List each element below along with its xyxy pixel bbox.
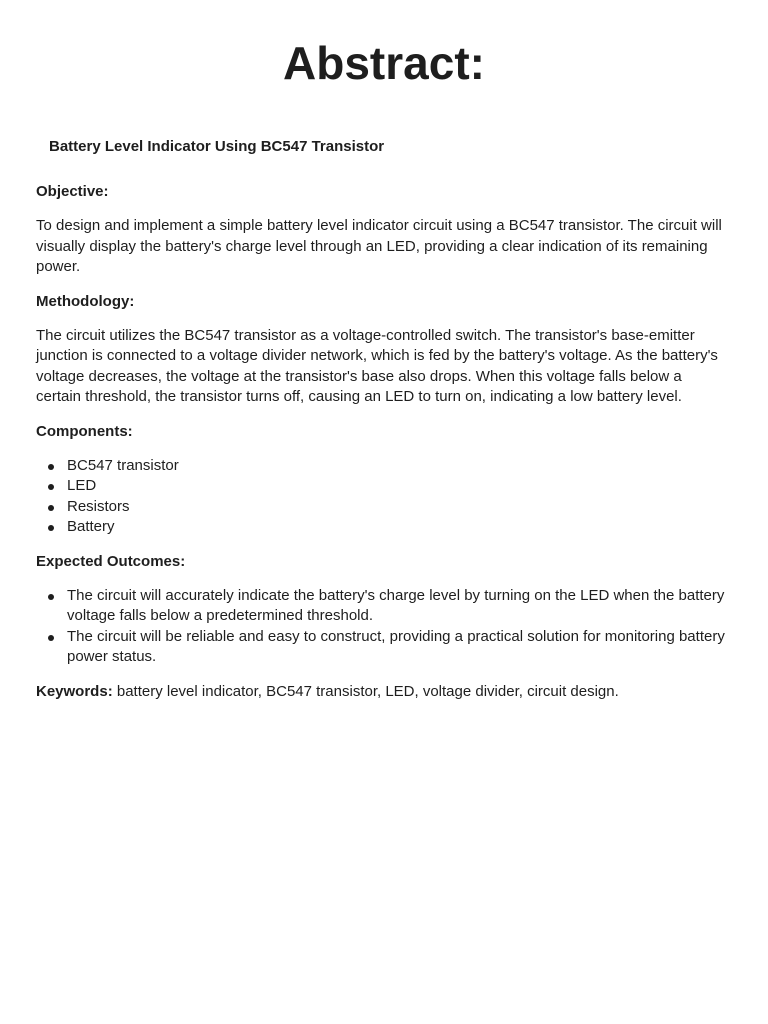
- list-item: The circuit will be reliable and easy to construct, providing a practical solution for monitoring battery power status.: [67, 627, 728, 668]
- keywords-text: battery level indicator, BC547 transistor, LED, voltage divider, circuit design.: [116, 682, 619, 700]
- outcomes-heading: Expected Outcomes:: [36, 552, 186, 570]
- methodology-text: The circuit utilizes the BC547 transistor as a voltage-controlled switch. The transistor's base-emitter junction is connected to a voltage divider network, which is fed by the battery's voltage. As the battery's voltage decreases, the voltage at the transistor's base also drops. When this voltage falls below a certain threshold, the transistor turns off, causing an LED to turn on, indicating a low battery level.: [36, 326, 718, 405]
- page-title: Abstract:: [283, 37, 485, 89]
- methodology-heading: Methodology:: [36, 292, 135, 310]
- keywords-label: Keywords:: [36, 682, 113, 700]
- components-list: [36, 456, 728, 538]
- keywords-paragraph: [36, 682, 728, 703]
- list-item: Resistors: [67, 497, 728, 518]
- list-item: LED: [67, 476, 728, 497]
- list-item: The circuit will accurately indicate the battery's charge level by turning on the LED when the battery voltage falls below a predetermined threshold.: [67, 586, 728, 627]
- document-body: [36, 137, 728, 716]
- objective-text: To design and implement a simple battery level indicator circuit using a BC547 transistor. The circuit will visually display the battery's charge level through an LED, providing a clear indication of its remaining power.: [36, 217, 722, 275]
- components-heading: Components:: [36, 422, 133, 440]
- list-item: BC547 transistor: [67, 456, 728, 477]
- outcomes-list: [36, 586, 728, 668]
- document-subtitle: Battery Level Indicator Using BC547 Transistor: [49, 138, 385, 155]
- objective-heading: Objective:: [36, 183, 109, 200]
- list-item: Battery: [67, 517, 728, 538]
